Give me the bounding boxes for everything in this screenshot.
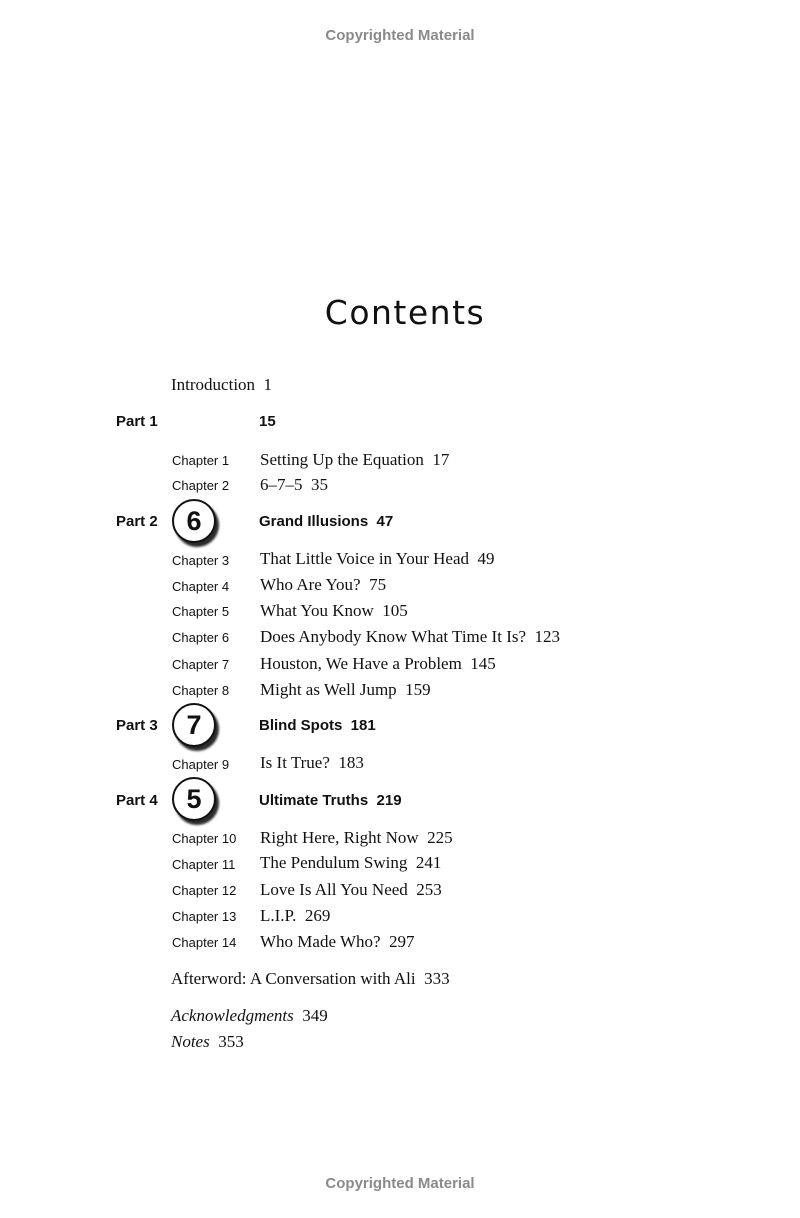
chapter-10-title: Right Here, Right Now 225 [260, 828, 453, 847]
chapter-8-title: Might as Well Jump 159 [260, 680, 431, 699]
chapter-12-label: Chapter 12 [172, 883, 237, 898]
part-4-title: Ultimate Truths 219 [259, 792, 402, 809]
chapter-6-label: Chapter 6 [172, 630, 230, 645]
chapter-6-title: Does Anybody Know What Time It Is? 123 [260, 627, 561, 646]
chapter-7-label: Chapter 7 [172, 657, 230, 672]
toc-introduction: Introduction 1 [171, 375, 273, 394]
chapter-8-label: Chapter 8 [172, 683, 230, 698]
acknowledgments-label: Acknowledgments [171, 1006, 294, 1025]
part-1-label: Part 1 [116, 413, 158, 430]
chapter-2-title: 6–7–5 35 [260, 475, 328, 494]
part-2-label: Part 2 [116, 513, 158, 530]
chapter-13-title: L.I.P. 269 [260, 906, 331, 925]
notes-page: 353 [209, 1032, 244, 1051]
chapter-11-title: The Pendulum Swing 241 [260, 853, 442, 872]
chapter-1-label: Chapter 1 [172, 453, 230, 468]
chapter-11-label: Chapter 11 [172, 857, 236, 872]
notes-label: Notes [171, 1032, 210, 1051]
chapter-5-title: What You Know 105 [260, 601, 408, 620]
toc-acknowledgments [171, 1006, 328, 1026]
chapter-9-label: Chapter 9 [172, 757, 230, 772]
part-4-label: Part 4 [116, 792, 158, 809]
chapter-7-title: Houston, We Have a Problem 145 [260, 654, 496, 673]
chapter-12-title: Love Is All You Need 253 [260, 880, 442, 899]
chapter-4-title: Who Are You? 75 [260, 575, 387, 594]
part-3-label: Part 3 [116, 717, 158, 734]
acknowledgments-page: 349 [293, 1006, 328, 1025]
part-3-title: Blind Spots 181 [259, 717, 376, 734]
part-4-number-ball-icon: 5 [172, 777, 216, 821]
chapter-3-label: Chapter 3 [172, 553, 230, 568]
toc-afterword: Afterword: A Conversation with Ali 333 [171, 969, 450, 988]
page-title: Contents [324, 293, 486, 332]
chapter-14-title: Who Made Who? 297 [260, 932, 415, 951]
chapter-14-label: Chapter 14 [172, 935, 237, 950]
chapter-1-title: Setting Up the Equation 17 [260, 450, 450, 469]
part-3-number-ball-icon: 7 [172, 703, 216, 747]
chapter-10-label: Chapter 10 [172, 831, 237, 846]
chapter-9-title: Is It True? 183 [260, 753, 364, 772]
copyright-watermark-bottom: Copyrighted Material [325, 1175, 475, 1192]
chapter-13-label: Chapter 13 [172, 909, 237, 924]
part-2-number-ball-icon: 6 [172, 499, 216, 543]
chapter-2-label: Chapter 2 [172, 478, 230, 493]
part-1-title: 15 [259, 413, 276, 430]
copyright-watermark-top: Copyrighted Material [325, 27, 475, 44]
chapter-5-label: Chapter 5 [172, 604, 230, 619]
chapter-4-label: Chapter 4 [172, 579, 230, 594]
part-2-title: Grand Illusions 47 [259, 513, 394, 530]
toc-notes [171, 1032, 244, 1052]
chapter-3-title: That Little Voice in Your Head 49 [260, 549, 495, 568]
